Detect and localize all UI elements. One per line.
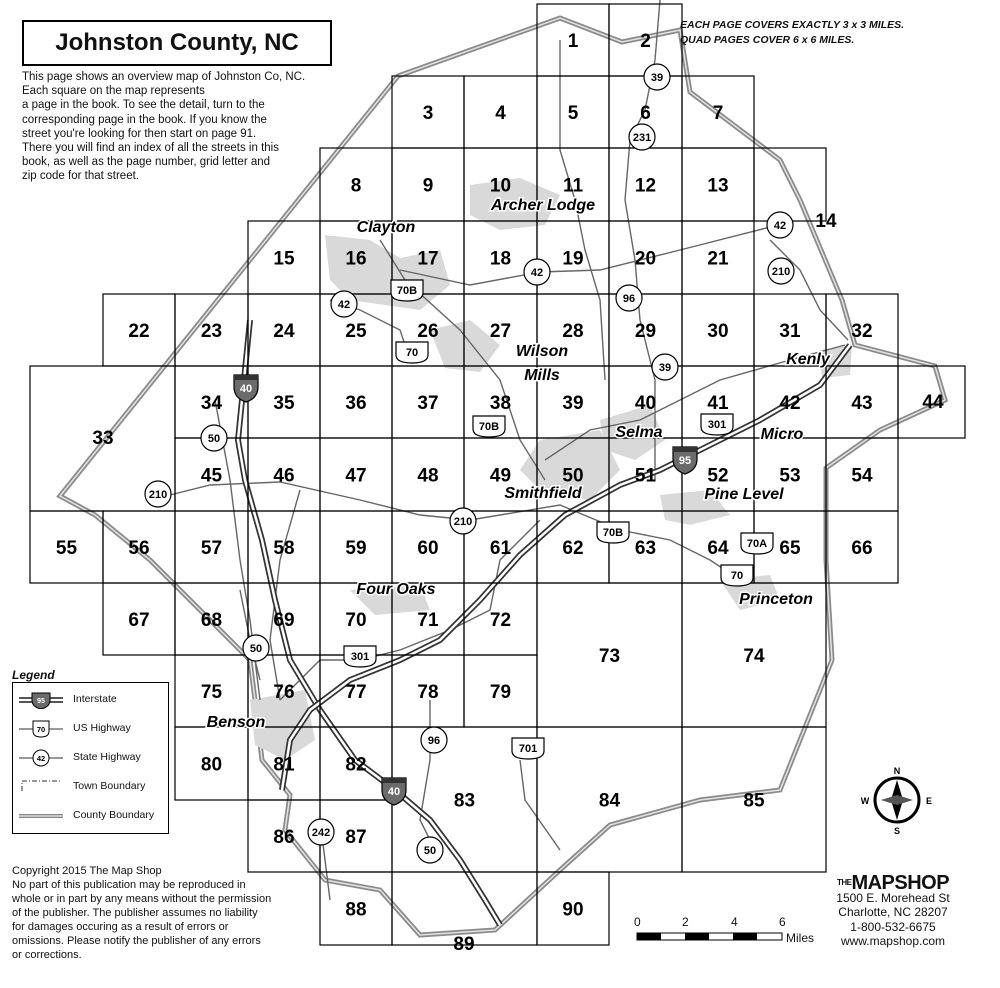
page-number-label: 24 <box>273 321 295 342</box>
page-number-label: 68 <box>200 610 223 631</box>
state-highway-shield-icon <box>201 425 227 451</box>
town-label: Benson <box>206 714 266 731</box>
shield-number: 95 <box>678 455 692 467</box>
us-highway-shield-icon <box>701 414 733 435</box>
page-number-label: 50 <box>562 465 584 487</box>
copyright-line: of the publisher. The publisher assumes no liability <box>12 907 258 919</box>
page-number-label: 44 <box>922 392 944 413</box>
us-highway-shield-icon <box>396 342 428 363</box>
town-label: Mills <box>524 367 560 384</box>
description-line: zip code for that street. <box>22 170 139 183</box>
state-highway-shield-icon <box>308 819 334 845</box>
page-number-label: 81 <box>273 754 295 776</box>
state-highway-shield-icon <box>616 285 642 311</box>
page-number-label: 54 <box>851 465 873 487</box>
page-number-label: 70 <box>345 610 367 631</box>
page-number-label: 79 <box>489 682 512 703</box>
compass-letter: S <box>893 826 901 836</box>
compass-letter: N <box>893 766 901 776</box>
shield-number: 50 <box>423 845 437 857</box>
legend-item-us-highway <box>13 718 168 740</box>
shield-number: 210 <box>148 489 168 501</box>
us-highway-shield-icon <box>512 738 544 759</box>
page-number-label: 26 <box>417 321 439 342</box>
page-number-label: 86 <box>273 827 295 848</box>
legend-item-town-boundary <box>13 776 168 798</box>
copyright-line: whole or in part by any means without the permission <box>12 893 272 905</box>
page-number-label: 73 <box>598 646 621 667</box>
state-highway-shield-icon <box>768 258 794 284</box>
publisher-phone: 1-800-532-6675 <box>850 919 936 934</box>
description <box>22 70 357 184</box>
shield-top <box>234 375 258 380</box>
us-highway-shield-icon <box>597 522 629 543</box>
copyright-line: omissions. Please notify the publisher of any errors <box>12 935 261 947</box>
page-number-label: 19 <box>562 248 584 270</box>
page-number-label: 65 <box>779 538 801 559</box>
town-label: Four Oaks <box>356 581 436 598</box>
scale-unit: Miles <box>786 931 815 945</box>
coverage-note-line: EACH PAGE COVERS EXACTLY 3 x 3 MILES. <box>680 19 905 31</box>
state-highway-shield-icon <box>652 354 678 380</box>
page-coverage-note <box>680 18 980 48</box>
page-number-label: 40 <box>634 393 657 414</box>
description-line: street you're looking for then start on page 91. <box>22 127 257 140</box>
town-label: Pine Level <box>704 486 784 503</box>
page-number-label: 9 <box>422 175 434 197</box>
page-number-label: 20 <box>634 248 657 270</box>
state-highway-shield-icon <box>450 508 476 534</box>
page-number-label: 34 <box>200 393 223 414</box>
shield-number: 70B <box>602 527 624 539</box>
page-number-label: 64 <box>707 538 729 559</box>
town-label: Kenly <box>786 351 830 368</box>
scale-bar-labels <box>630 915 810 929</box>
page-number-label: 12 <box>634 175 657 197</box>
state-highway-shield-icon <box>767 212 793 238</box>
scale-tick-label: 6 <box>779 915 786 929</box>
description-line: This page shows an overview map of Johnston Co, NC. <box>22 71 306 83</box>
page-number-label: 3 <box>422 103 434 124</box>
page-number-label: 56 <box>128 538 150 559</box>
page-number-label: 84 <box>598 790 621 812</box>
shield-number: 42 <box>773 220 787 232</box>
page-number-label: 8 <box>350 175 362 197</box>
page-number-label: 42 <box>779 393 801 414</box>
scale-bar <box>637 933 782 940</box>
interstate-shield-icon <box>234 375 258 402</box>
page-number-label: 18 <box>489 248 512 270</box>
page-number-label: 31 <box>779 321 801 342</box>
page-number-label: 49 <box>489 465 512 487</box>
page-number-label: 63 <box>634 538 657 559</box>
description-line: a page in the book. To see the detail, turn to the <box>22 99 265 112</box>
shield-number: 40 <box>387 786 401 798</box>
page-number-label: 41 <box>707 393 729 414</box>
legend-label: Interstate <box>73 693 117 705</box>
copyright-line: Copyright 2015 The Map Shop <box>12 865 162 877</box>
description-line: book, as well as the page number, grid letter and <box>22 156 271 169</box>
page-number-label: 6 <box>640 103 651 124</box>
interstate-shield-icon <box>673 447 697 474</box>
page-number-label: 76 <box>273 682 295 703</box>
town-label: Clayton <box>356 219 416 236</box>
page-number-label: 30 <box>707 321 729 342</box>
description-line: Each square on the map represents <box>22 85 205 98</box>
page-number-label: 80 <box>200 754 223 776</box>
road <box>420 700 440 860</box>
publisher-logo: $^{THE}$MAPSHOP <box>836 872 950 894</box>
state-highway-shield-icon <box>243 635 269 661</box>
page-number-label: 67 <box>128 610 150 631</box>
road <box>150 482 470 520</box>
shield-number: 40 <box>239 383 253 395</box>
page-number-label: 77 <box>345 682 367 703</box>
page-number-label: 58 <box>273 538 295 559</box>
road <box>520 760 560 850</box>
us-highway-shield-icon <box>473 416 505 437</box>
town-label: Selma <box>615 424 663 441</box>
shield-number: 70B <box>396 285 418 297</box>
page-number-label: 55 <box>55 538 78 559</box>
interstate-shield-icon <box>382 778 406 805</box>
shield-number: 301 <box>707 419 727 431</box>
page-number-label: 85 <box>743 790 765 812</box>
town-label: Micro <box>760 426 804 443</box>
shield-top <box>673 447 697 452</box>
shield-number: 42 <box>530 267 544 279</box>
page-number-label: 23 <box>200 321 223 342</box>
page-number-label: 17 <box>417 248 439 270</box>
page-number-label: 66 <box>851 538 873 559</box>
page-number-label: 45 <box>200 465 223 487</box>
page-number-label: 60 <box>417 538 439 559</box>
map-title: Johnston County, NC <box>22 20 332 66</box>
state-highway-shield-icon <box>524 259 550 285</box>
page-number-label: 88 <box>345 899 367 921</box>
page-number-label: 69 <box>273 610 295 631</box>
compass-rose-icon <box>861 766 932 836</box>
shield-number: 50 <box>207 433 221 445</box>
shield-number: 210 <box>771 266 791 278</box>
publisher-address: 1500 E. Morehead St <box>836 890 950 905</box>
scale-tick-label: 2 <box>682 915 689 929</box>
page-number-label: 90 <box>562 899 584 921</box>
state-highway-shield-icon <box>417 837 443 863</box>
county-boundary-symbol-icon <box>19 807 63 825</box>
shield-number: 96 <box>427 735 441 747</box>
copyright-line: No part of this publication may be reproduced in <box>12 879 246 891</box>
publisher-website[interactable]: www.mapshop.com <box>840 934 946 948</box>
page-number-label: 25 <box>345 321 367 342</box>
page-number-label: 1 <box>567 31 579 52</box>
page-number-label: 4 <box>495 103 506 124</box>
legend-item-county-boundary <box>13 805 168 827</box>
town-boundary-symbol-icon <box>19 778 63 796</box>
shield-number: 301 <box>350 651 370 663</box>
state-highway-symbol-icon <box>19 749 63 767</box>
page-number-label: 35 <box>273 393 295 414</box>
page-number-label: 59 <box>345 538 367 559</box>
description-line: corresponding page in the book. If you know the <box>22 113 267 126</box>
description-line: There you will find an index of all the streets in this <box>22 142 279 155</box>
page-number-label: 29 <box>634 321 657 342</box>
legend-box <box>12 682 169 834</box>
state-highway-shield-icon <box>644 64 670 90</box>
shield-number: 70 <box>405 347 419 359</box>
town-label: Wilson <box>515 343 569 360</box>
town-label: Smithfield <box>504 485 582 502</box>
page-number-label: 82 <box>345 754 367 776</box>
shield-number: 70 <box>730 570 744 582</box>
page-number-label: 52 <box>707 465 729 487</box>
shield-number: 701 <box>518 743 538 755</box>
page-number-label: 22 <box>128 321 150 342</box>
page-number-label: 7 <box>712 103 724 124</box>
us-highway-symbol-icon <box>19 720 63 738</box>
town-label: Princeton <box>739 591 813 608</box>
us-highway-shield-icon <box>344 646 376 667</box>
legend-item-state-highway <box>13 747 168 769</box>
legend-us-number: 70 <box>36 725 46 734</box>
shield-number: 210 <box>453 516 473 528</box>
legend-label: County Boundary <box>73 809 155 821</box>
publisher-city: Charlotte, NC 28207 <box>838 905 948 919</box>
page-number-label: 51 <box>634 465 657 487</box>
us-highway-shield-icon <box>741 533 773 554</box>
page-number-label: 28 <box>562 321 584 342</box>
state-highway-shield-icon <box>145 481 171 507</box>
page-number-label: 53 <box>779 465 801 487</box>
publisher-info <box>818 872 968 949</box>
page-number-label: 39 <box>562 393 584 414</box>
legend-label: US Highway <box>73 722 131 734</box>
shield-top <box>382 778 406 783</box>
scale-bar-segment <box>637 933 661 940</box>
shield-number: 70A <box>746 538 768 550</box>
page-number-label: 87 <box>345 827 367 848</box>
shield-number: 96 <box>622 293 636 305</box>
page-number-label: 48 <box>417 465 439 487</box>
scale-bar-segment <box>733 933 757 940</box>
page-number-label: 10 <box>489 175 512 197</box>
page-number-label: 46 <box>273 465 295 487</box>
shield-number: 39 <box>658 362 672 374</box>
legend <box>12 668 167 833</box>
page-number-label: 89 <box>453 934 475 955</box>
shield-number: 231 <box>632 132 652 144</box>
page-number-label: 47 <box>345 465 367 487</box>
scale-tick-label: 0 <box>634 915 641 929</box>
legend-label: Town Boundary <box>73 780 146 792</box>
copyright-line: or corrections. <box>12 949 82 961</box>
page-number-label: 74 <box>743 646 765 667</box>
state-highway-shield-icon <box>421 727 447 753</box>
shield-number: 42 <box>337 299 351 311</box>
page-number-label: 27 <box>489 321 512 342</box>
page-number-label: 62 <box>562 538 584 559</box>
compass-letter: E <box>925 796 933 806</box>
compass-letter: W <box>860 796 870 806</box>
page-number-label: 32 <box>851 321 873 342</box>
legend-title: Legend <box>12 668 55 682</box>
town-label: Archer Lodge <box>490 197 596 214</box>
page-number-label: 21 <box>707 248 729 270</box>
legend-interstate-number: 95 <box>37 698 45 705</box>
shield-number: 39 <box>650 72 664 84</box>
scale-bar-segment <box>685 933 709 940</box>
legend-state-number: 42 <box>36 754 46 763</box>
page-number-label: 75 <box>200 682 223 703</box>
page-number-label: 11 <box>562 175 584 197</box>
state-highway-shield-icon <box>629 124 655 150</box>
page-number-label: 36 <box>345 393 367 414</box>
copyright-notice <box>12 864 312 962</box>
shield-number: 70B <box>478 421 500 433</box>
us-highway-shield-icon <box>391 280 423 301</box>
page-number-label: 14 <box>815 211 837 232</box>
scale-tick-label: 4 <box>731 915 738 929</box>
page-number-label: 16 <box>345 248 367 270</box>
page-number-label: 72 <box>489 610 512 631</box>
page-number-label: 2 <box>640 31 651 52</box>
page-number-label: 5 <box>567 103 579 124</box>
interstate-symbol-icon <box>19 691 63 709</box>
page-number-label: 37 <box>417 393 439 414</box>
page-number-label: 33 <box>92 428 114 449</box>
legend-item-interstate <box>13 689 168 711</box>
town-areas-layer <box>250 175 852 760</box>
page-number-label: 38 <box>489 393 512 414</box>
us-highway-shield-icon <box>721 565 753 586</box>
page-number-label: 57 <box>200 538 223 559</box>
state-highway-shield-icon <box>331 291 357 317</box>
page-number-label: 61 <box>489 538 512 559</box>
coverage-note-line: QUAD PAGES COVER 6 x 6 MILES. <box>680 34 855 46</box>
page-number-label: 43 <box>851 393 873 414</box>
page-number-label: 13 <box>707 175 729 197</box>
page-number-label: 71 <box>417 610 439 631</box>
page-number-label: 78 <box>417 682 439 703</box>
copyright-line: for damages occuring as a result of errors or <box>12 921 229 933</box>
shield-number: 242 <box>311 827 331 839</box>
road <box>400 222 790 285</box>
page-number-label: 15 <box>273 248 295 270</box>
legend-label: State Highway <box>73 751 141 763</box>
page-number-label: 83 <box>453 790 476 812</box>
shield-number: 50 <box>249 643 263 655</box>
